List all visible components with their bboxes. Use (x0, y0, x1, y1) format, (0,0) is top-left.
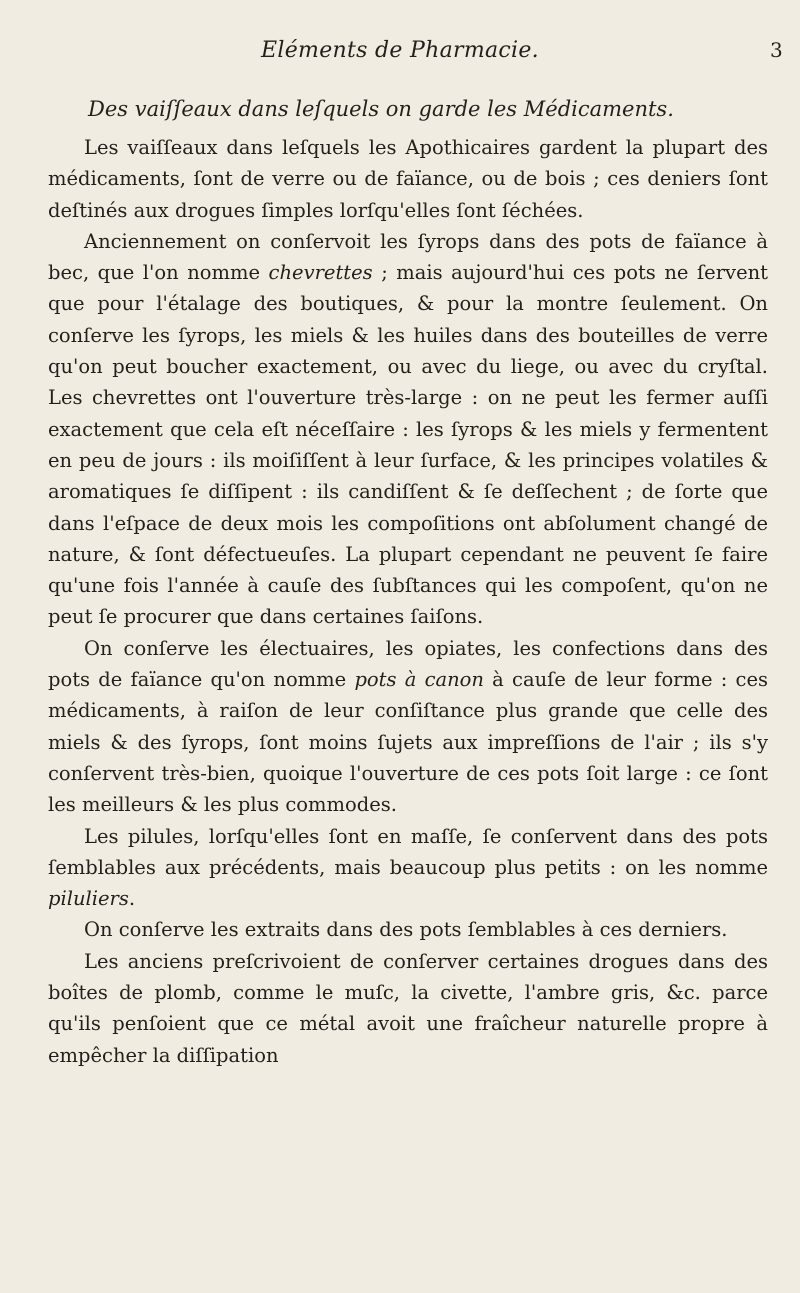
paragraph: Les vaiſſeaux dans leſquels les Apothicaires gardent la plupart des médicaments, ſont de verre ou de faïance, ou de bois ; ces deniers ſont deſtinés aux drogues ſimples lorſqu'elles ſont ſéchées. (48, 136, 768, 222)
term-chevrettes: chevrettes (268, 261, 373, 285)
page-number: 3 (770, 38, 783, 62)
paragraph: Anciennement on conſervoit les ſyrops dans des pots de faïance à bec, que l'on nomme chevrettes ; mais aujourd'hui ces pots ne ſervent que pour l'étalage des boutiques, & pour la montre ſeulement. On conſerve les ſyrops, les miels & les huiles dans des bouteilles de verre qu'on peut boucher exactement, ou avec du liege, ou avec du cryſtal. Les chevrettes ont l'ouverture très-large : on ne peut les fermer auſſi exactement que cela eſt néceſſaire : les ſyrops & les miels y fermentent en peu de jours : ils moiſiſſent à leur ſurface, & les principes volatiles & aromatiques ſe diſſipent : ils candiſſent & ſe deſſechent ; de ſorte que dans l'eſpace de deux mois les compoſitions ont abſolument changé de nature, & ſont défectueuſes. La plupart cependant ne peuvent ſe faire qu'une fois l'année à cauſe des ſubſtances qui les compoſent, qu'on ne peut ſe procurer que dans certaines ſaiſons. (48, 229, 768, 629)
section-title: Des vaiſſeaux dans leſquels on garde les Médicaments. (88, 97, 674, 121)
body-text (48, 132, 768, 1071)
paragraph: On conſerve les électuaires, les opiates, les confections dans des pots de faïance qu'on nomme pots à canon à cauſe de leur forme : ces médicaments, à raiſon de leur conſiſtance plus grande que celle des miels & des ſyrops, ſont moins ſujets aux impreſſions de l'air ; ils s'y conſervent très-bien, quoique l'ouverture de ces pots ſoit large : ce ſont les meilleurs & les plus commodes. (48, 636, 769, 817)
term-pots-a-canon: pots à canon (354, 668, 484, 692)
term-piluliers: piluliers (48, 887, 129, 911)
running-head: Eléments de Pharmacie. (261, 38, 539, 63)
paragraph: Les anciens preſcrivoient de conſerver certaines drogues dans des boîtes de plomb, comme le muſc, la civette, l'ambre gris, &c. parce qu'ils penſoient que ce métal avoit une fraîcheur naturelle propre à empêcher la diſſipation (48, 949, 768, 1067)
paragraph: Les pilules, lorſqu'elles ſont en maſſe, ſe conſervent dans des pots ſemblables aux précédents, mais beaucoup plus petits : on les nomme piluliers. (48, 824, 768, 911)
paragraph: On conſerve les extraits dans des pots ſemblables à ces derniers. (84, 918, 728, 942)
